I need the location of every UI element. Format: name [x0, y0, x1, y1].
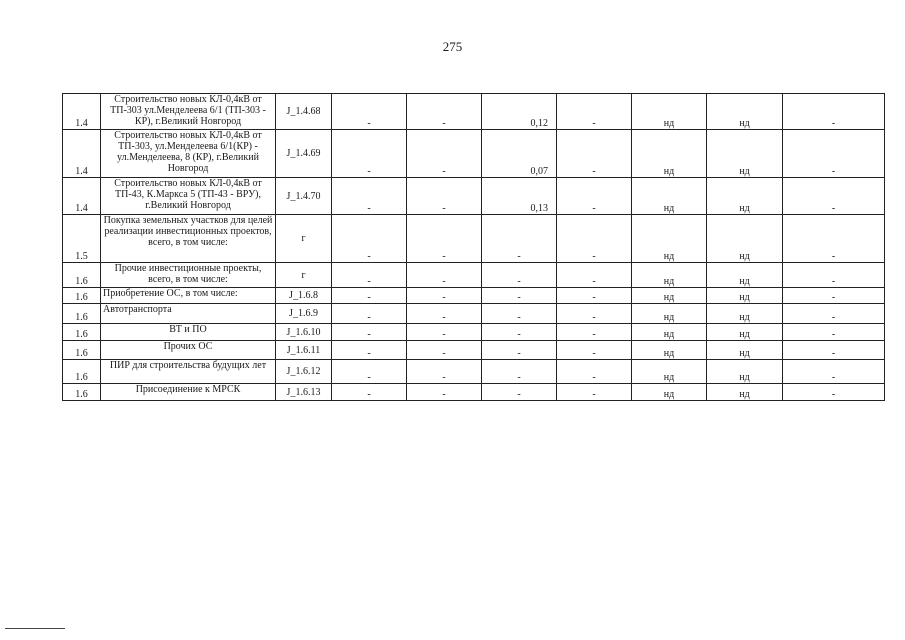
row-number: 1.6 [63, 360, 101, 384]
table-body [63, 94, 885, 401]
value-cell: - [557, 288, 632, 304]
row-code: г [276, 263, 332, 288]
footnote-separator [5, 628, 65, 629]
value-cell: - [332, 384, 407, 401]
value-cell: - [407, 130, 482, 178]
value-cell: нд [632, 324, 707, 341]
value-cell: - [332, 288, 407, 304]
value-cell: - [407, 288, 482, 304]
table-row [63, 130, 885, 178]
row-number: 1.4 [63, 94, 101, 130]
value-cell: - [332, 304, 407, 324]
value-cell: - [407, 304, 482, 324]
row-code: J_1.6.10 [276, 324, 332, 341]
table-row [63, 341, 885, 360]
row-name: Строительство новых КЛ-0,4кВ от ТП-303 ул.Менделеева 6/1 (ТП-303 - КР), г.Великий Новгород [101, 94, 276, 130]
row-code: J_1.6.13 [276, 384, 332, 401]
value-cell: нд [632, 263, 707, 288]
value-cell: 0,07 [482, 130, 557, 178]
value-cell: - [783, 130, 885, 178]
row-name: ВТ и ПО [101, 324, 276, 341]
row-number: 1.6 [63, 324, 101, 341]
value-cell: - [482, 215, 557, 263]
row-code: J_1.6.8 [276, 288, 332, 304]
value-cell: - [407, 324, 482, 341]
row-number: 1.6 [63, 384, 101, 401]
value-cell: - [332, 130, 407, 178]
row-name: Автотранспорта [101, 304, 276, 324]
value-cell: нд [632, 341, 707, 360]
value-cell: - [407, 341, 482, 360]
value-cell: - [407, 215, 482, 263]
table-row [63, 384, 885, 401]
value-cell: - [557, 304, 632, 324]
row-number: 1.6 [63, 304, 101, 324]
value-cell: - [783, 384, 885, 401]
value-cell: нд [707, 288, 783, 304]
row-name: Прочие инвестиционные проекты, всего, в том числе: [101, 263, 276, 288]
value-cell: - [783, 94, 885, 130]
row-code: J_1.4.68 [276, 94, 332, 130]
row-code: J_1.4.70 [276, 178, 332, 215]
value-cell: - [407, 178, 482, 215]
value-cell: нд [707, 304, 783, 324]
value-cell: - [332, 341, 407, 360]
value-cell: нд [707, 94, 783, 130]
value-cell: нд [632, 130, 707, 178]
value-cell: - [783, 360, 885, 384]
value-cell: - [557, 130, 632, 178]
value-cell: - [332, 360, 407, 384]
value-cell: нд [707, 215, 783, 263]
value-cell: - [482, 384, 557, 401]
value-cell: - [407, 94, 482, 130]
row-number: 1.6 [63, 341, 101, 360]
value-cell: - [407, 263, 482, 288]
row-name: Прочих ОС [101, 341, 276, 360]
row-number: 1.6 [63, 263, 101, 288]
table-row [63, 304, 885, 324]
value-cell: - [482, 288, 557, 304]
value-cell: нд [707, 178, 783, 215]
table-row [63, 324, 885, 341]
value-cell: нд [632, 215, 707, 263]
value-cell: - [332, 263, 407, 288]
value-cell: нд [632, 94, 707, 130]
row-name: ПИР для строительства будущих лет [101, 360, 276, 384]
value-cell: - [783, 178, 885, 215]
value-cell: - [557, 263, 632, 288]
value-cell: - [557, 94, 632, 130]
value-cell: - [557, 324, 632, 341]
value-cell: - [332, 215, 407, 263]
value-cell: - [557, 215, 632, 263]
table-row [63, 178, 885, 215]
value-cell: - [407, 360, 482, 384]
row-code: J_1.4.69 [276, 130, 332, 178]
value-cell: - [783, 341, 885, 360]
table-row [63, 263, 885, 288]
value-cell: нд [707, 263, 783, 288]
row-name: Строительство новых КЛ-0,4кВ от ТП-43, К.Маркса 5 (ТП-43 - ВРУ), г.Великий Новгород [101, 178, 276, 215]
row-name: Приобретение ОС, в том числе: [101, 288, 276, 304]
value-cell: - [783, 304, 885, 324]
value-cell: нд [707, 341, 783, 360]
value-cell: - [482, 360, 557, 384]
row-code: J_1.6.11 [276, 341, 332, 360]
row-number: 1.4 [63, 130, 101, 178]
value-cell: 0,12 [482, 94, 557, 130]
value-cell: - [783, 263, 885, 288]
row-code: г [276, 215, 332, 263]
row-name: Присоединение к МРСК [101, 384, 276, 401]
value-cell: - [557, 341, 632, 360]
value-cell: - [407, 384, 482, 401]
value-cell: - [783, 288, 885, 304]
value-cell: - [482, 263, 557, 288]
value-cell: - [482, 324, 557, 341]
value-cell: нд [632, 360, 707, 384]
row-name: Покупка земельных участков для целей реализации инвестиционных проектов, всего, в том числе: [101, 215, 276, 263]
value-cell: нд [632, 384, 707, 401]
value-cell: нд [632, 288, 707, 304]
row-number: 1.5 [63, 215, 101, 263]
value-cell: 0,13 [482, 178, 557, 215]
value-cell: нд [707, 384, 783, 401]
value-cell: нд [707, 324, 783, 341]
table-row [63, 288, 885, 304]
value-cell: нд [632, 304, 707, 324]
value-cell: - [557, 178, 632, 215]
value-cell: - [482, 341, 557, 360]
value-cell: - [482, 304, 557, 324]
row-name: Строительство новых КЛ-0,4кВ от ТП-303, ул.Менделеева 6/1(КР) - ул.Менделеева, 8 (КР), г.Великий Новгород [101, 130, 276, 178]
value-cell: нд [707, 360, 783, 384]
table-row [63, 360, 885, 384]
row-number: 1.4 [63, 178, 101, 215]
row-code: J_1.6.9 [276, 304, 332, 324]
value-cell: нд [632, 178, 707, 215]
value-cell: - [332, 178, 407, 215]
value-cell: - [332, 324, 407, 341]
page-number: 275 [442, 39, 463, 54]
value-cell: нд [707, 130, 783, 178]
value-cell: - [783, 215, 885, 263]
table-row [63, 215, 885, 263]
row-code: J_1.6.12 [276, 360, 332, 384]
value-cell: - [332, 94, 407, 130]
row-number: 1.6 [63, 288, 101, 304]
value-cell: - [557, 384, 632, 401]
value-cell: - [557, 360, 632, 384]
value-cell: - [783, 324, 885, 341]
investment-table [62, 93, 885, 401]
table-row [63, 94, 885, 130]
